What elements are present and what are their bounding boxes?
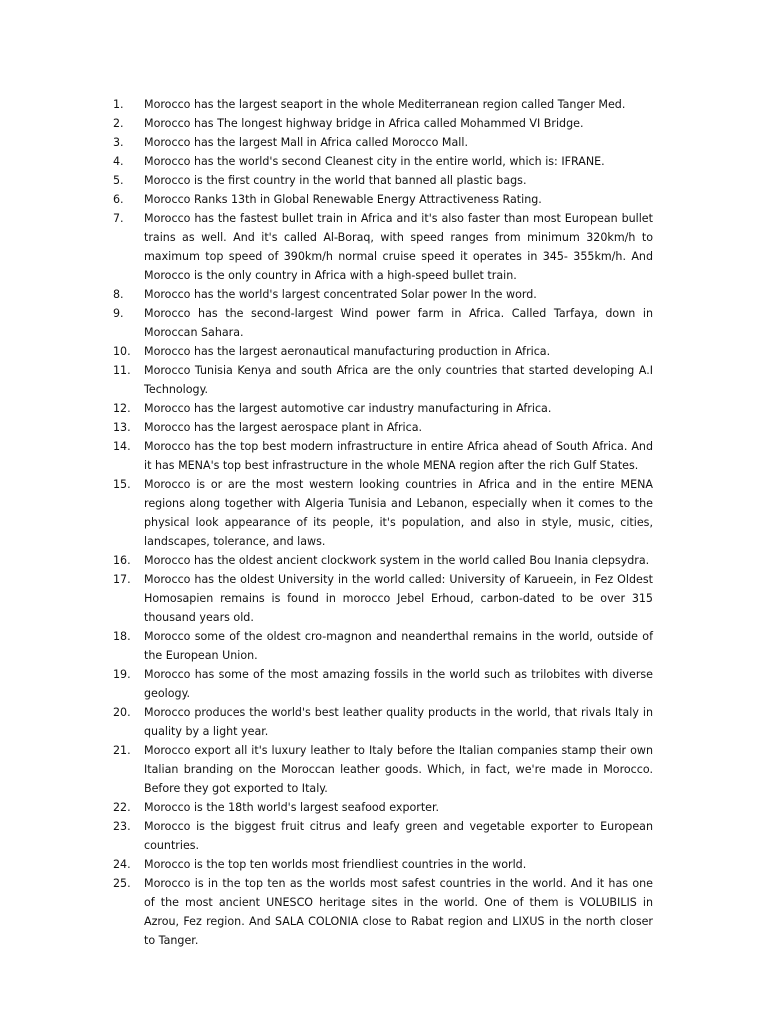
item-number: 6. xyxy=(113,193,124,206)
item-text: Morocco Ranks 13th in Global Renewable Energy Attractiveness Rating. xyxy=(144,193,542,206)
item-number: 15. xyxy=(113,478,131,491)
item-text: Morocco is in the top ten as the worlds most safest countries in the world. And it has one of the most ancient UNESCO heritage sites in the world. One of them is VOLUBILIS in Azrou, Fez region. And SALA COLONIA close to Rabat region and LIXUS in the north closer to Tanger. xyxy=(144,877,653,947)
item-text: Morocco has some of the most amazing fossils in the world such as trilobites with diverse geology. xyxy=(144,668,653,700)
item-text: Morocco is the first country in the world that banned all plastic bags. xyxy=(144,174,527,187)
item-text: Morocco is the biggest fruit citrus and leafy green and vegetable exporter to European countries. xyxy=(144,820,653,852)
item-text: Morocco has the largest automotive car industry manufacturing in Africa. xyxy=(144,402,552,415)
item-number: 22. xyxy=(113,801,131,814)
item-number: 10. xyxy=(113,345,131,358)
list-item xyxy=(108,855,653,874)
item-text: Morocco has the fastest bullet train in Africa and it's also faster than most European bullet trains as well. And it's called Al-Boraq, with speed ranges from minimum 320km/h to maximum top speed of 390km/h normal cruise speed it operates in 345- 355km/h. And Morocco is the only country in Africa with a high-speed bullet train. xyxy=(144,212,653,282)
item-text: Morocco has the second-largest Wind power farm in Africa. Called Tarfaya, down in Moroccan Sahara. xyxy=(144,307,653,339)
item-number: 5. xyxy=(113,174,124,187)
item-text: Morocco has the largest aeronautical manufacturing production in Africa. xyxy=(144,345,551,358)
item-number: 4. xyxy=(113,155,124,168)
list-item xyxy=(108,95,653,114)
list-item xyxy=(108,798,653,817)
item-number: 24. xyxy=(113,858,131,871)
item-number: 20. xyxy=(113,706,131,719)
item-number: 17. xyxy=(113,573,131,586)
item-text: Morocco has the world's largest concentrated Solar power In the word. xyxy=(144,288,537,301)
list-item xyxy=(108,361,653,399)
item-number: 7. xyxy=(113,212,124,225)
item-text: Morocco is the 18th world's largest seafood exporter. xyxy=(144,801,440,814)
item-text: Morocco is or are the most western looking countries in Africa and in the entire MENA regions along together with Algeria Tunisia and Lebanon, especially when it comes to the physical look appearance of its people, it's population, and also in style, music, cities, landscapes, tolerance, and laws. xyxy=(144,478,653,548)
item-text: Morocco export all it's luxury leather to Italy before the Italian companies stamp their own Italian branding on the Moroccan leather goods. Which, in fact, we're made in Morocco. Before they got exported to Italy. xyxy=(144,744,653,795)
list-item xyxy=(108,817,653,855)
list-item xyxy=(108,304,653,342)
item-text: Morocco Tunisia Kenya and south Africa are the only countries that started developing A.I Technology. xyxy=(144,364,653,396)
item-text: Morocco has the largest seaport in the whole Mediterranean region called Tanger Med. xyxy=(144,98,626,111)
list-item xyxy=(108,741,653,798)
list-item xyxy=(108,114,653,133)
item-number: 14. xyxy=(113,440,131,453)
item-number: 8. xyxy=(113,288,124,301)
item-number: 9. xyxy=(113,307,124,320)
list-item xyxy=(108,152,653,171)
list-item xyxy=(108,437,653,475)
item-text: Morocco has the top best modern infrastructure in entire Africa ahead of South Africa. And it has MENA's top best infrastructure in the whole MENA region after the rich Gulf States. xyxy=(144,440,653,472)
item-text: Morocco has the largest aerospace plant in Africa. xyxy=(144,421,423,434)
list-item xyxy=(108,418,653,437)
list-item xyxy=(108,399,653,418)
list-item xyxy=(108,285,653,304)
item-number: 18. xyxy=(113,630,131,643)
item-number: 19. xyxy=(113,668,131,681)
item-text: Morocco has the world's second Cleanest city in the entire world, which is: IFRANE. xyxy=(144,155,605,168)
item-number: 2. xyxy=(113,117,124,130)
item-number: 13. xyxy=(113,421,131,434)
item-text: Morocco has the oldest ancient clockwork system in the world called Bou Inania clepsydra. xyxy=(144,554,650,567)
item-number: 25. xyxy=(113,877,131,890)
item-text: Morocco has the largest Mall in Africa called Morocco Mall. xyxy=(144,136,468,149)
item-number: 11. xyxy=(113,364,131,377)
list-item xyxy=(108,703,653,741)
item-text: Morocco is the top ten worlds most friendliest countries in the world. xyxy=(144,858,527,871)
item-number: 23. xyxy=(113,820,131,833)
item-number: 3. xyxy=(113,136,124,149)
list-item xyxy=(108,171,653,190)
item-text: Morocco produces the world's best leather quality products in the world, that rivals Italy in quality by a light year. xyxy=(144,706,653,738)
list-item xyxy=(108,190,653,209)
list-item xyxy=(108,475,653,551)
item-text: Morocco has the oldest University in the world called: University of Karueein, in Fez Oldest Homosapien remains is found in morocco Jebel Erhoud, carbon-dated to be over 315 thousand years old. xyxy=(144,573,653,624)
item-number: 16. xyxy=(113,554,131,567)
list-item xyxy=(108,133,653,152)
item-number: 1. xyxy=(113,98,124,111)
facts-list xyxy=(108,95,653,950)
list-item xyxy=(108,570,653,627)
list-item xyxy=(108,342,653,361)
item-text: Morocco has The longest highway bridge in Africa called Mohammed VI Bridge. xyxy=(144,117,584,130)
list-item xyxy=(108,665,653,703)
list-item xyxy=(108,209,653,285)
item-number: 21. xyxy=(113,744,131,757)
list-item xyxy=(108,627,653,665)
list-item xyxy=(108,874,653,950)
item-text: Morocco some of the oldest cro-magnon and neanderthal remains in the world, outside of the European Union. xyxy=(144,630,653,662)
list-item xyxy=(108,551,653,570)
item-number: 12. xyxy=(113,402,131,415)
